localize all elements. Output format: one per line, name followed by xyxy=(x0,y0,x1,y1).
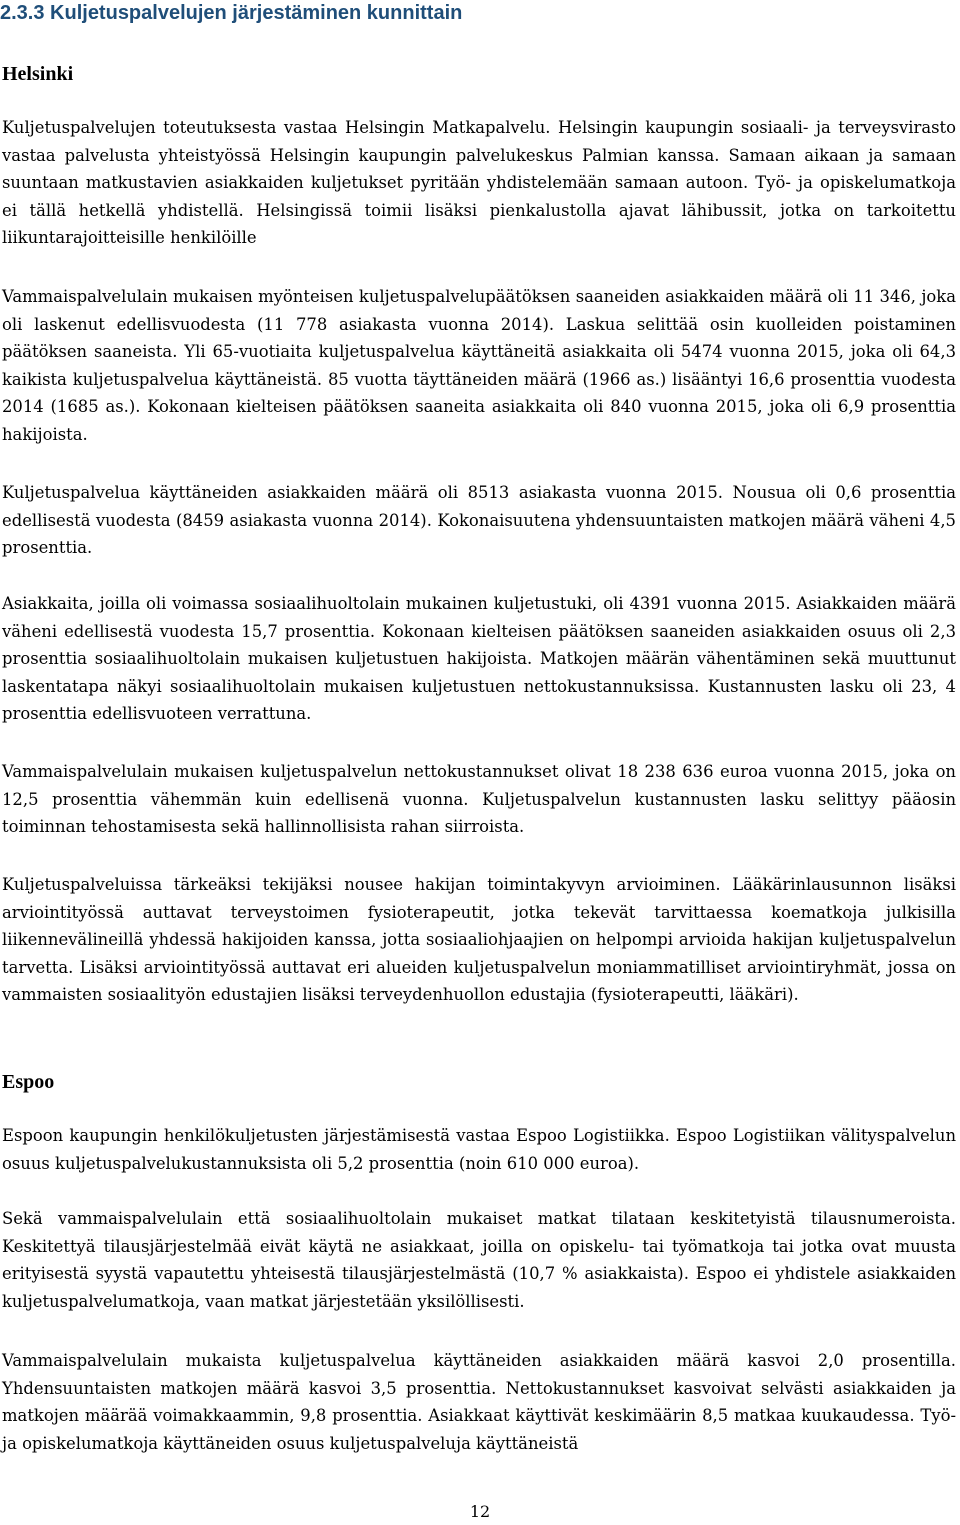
paragraph: Sekä vammaispalvelulain että sosiaalihuoltolain mukaiset matkat tilataan keskitetyistä tilausnumeroista. Keskitettyä tilausjärjestelmää eivät käytä ne asiakkaat, joilla on opiskelu- tai työmatkoja tai jotka ovat muusta erityisestä syystä vapautettu yhteisestä tilausjärjestelmästä (10,7 % asiakkaista). Espoo ei yhdistele asiakkaiden kuljetuspalvelumatkoja, vaan matkat järjestetään yksilöllisesti. xyxy=(2,1209,956,1311)
page-number: 12 xyxy=(469,1502,491,1521)
paragraph: Kuljetuspalvelujen toteutuksesta vastaa Helsingin Matkapalvelu. Helsingin kaupungin sosiaali- ja terveysvirasto vastaa palvelusta yhteistyössä Helsingin kaupungin palvelukeskus Palmian kanssa. Samaan aikaan ja samaan suuntaan matkustavien asiakkaiden kuljetukset pyritään yhdistelemään samaan autoon. Työ- ja opiskelumatkoja ei tällä hetkellä yhdistellä. Helsingissä toimii lisäksi pienkalustolla ajavat lähibussit, jotka on tarkoitettu liikuntarajoitteisille henkilöille xyxy=(2,118,956,248)
paragraph: Kuljetuspalveluissa tärkeäksi tekijäksi nousee hakijan toimintakyvyn arvioiminen. Lääkärinlausunnon lisäksi arviointityössä auttavat terveystoimen fysioterapeutit, jotka tekevät tarvittaessa koematkoja julkisilla liikennevälineillä yhdessä hakijoiden kanssa, jotta sosiaaliohjaajien on helpompi arvioida hakijan kuljetuspalvelun tarvetta. Lisäksi arviointityössä auttavat eri alueiden kuljetuspalvelun moniammatilliset arviointiryhmät, jossa on vammaisten sosiaalityön edustajien lisäksi terveydenhuollon edustajia (fysioterapeutti, lääkäri). xyxy=(2,875,956,1005)
paragraph: Espoon kaupungin henkilökuljetusten järjestämisestä vastaa Espoo Logistiikka. Espoo Logistiikan välityspalvelun osuus kuljetuspalvelukustannuksista oli 5,2 prosenttia (noin 610 000 euroa). xyxy=(2,1126,956,1173)
paragraph: Vammaispalvelulain mukaisen kuljetuspalvelun nettokustannukset olivat 18 238 636 euroa vuonna 2015, joka on 12,5 prosenttia vähemmän kuin edellisenä vuonna. Kuljetuspalvelun kustannusten lasku selittyy pääosin toiminnan tehostamisesta sekä hallinnollisista rahan siirroista. xyxy=(2,762,956,837)
city-heading-helsinki: Helsinki xyxy=(2,63,74,85)
paragraph: Vammaispalvelulain mukaista kuljetuspalvelua käyttäneiden asiakkaiden määrä kasvoi 2,0 prosentilla. Yhdensuuntaisten matkojen määrä kasvoi 3,5 prosenttia. Nettokustannukset kasvoivat selvästi asiakkaiden ja matkojen määrää voimakkaammin, 9,8 prosenttia. Asiakkaat käyttivät keskimäärin 8,5 matkaa kuukaudessa. Työ- ja opiskelumatkoja käyttäneiden osuus kuljetuspalveluja käyttäneistä xyxy=(2,1351,956,1453)
paragraph: Vammaispalvelulain mukaisen myönteisen kuljetuspalvelupäätöksen saaneiden asiakkaiden määrä oli 11 346, joka oli laskenut edellisvuodesta (11 778 asiakasta vuonna 2014). Laskua selittää osin kuolleiden poistaminen päätöksen saaneista. Yli 65-vuotiaita kuljetuspalvelua käyttäneitä asiakkaita oli 5474 vuonna 2015, joka oli 64,3 kaikista kuljetuspalvelua käyttäneistä. 85 vuotta täyttäneiden määrä (1966 as.) lisääntyi 16,6 prosenttia vuodesta 2014 (1685 as.). Kokonaan kielteisen päätöksen saaneita asiakkaita oli 840 vuonna 2015, joka oli 6,9 prosenttia hakijoista. xyxy=(2,287,956,444)
paragraph: Asiakkaita, joilla oli voimassa sosiaalihuoltolain mukainen kuljetustuki, oli 4391 vuonna 2015. Asiakkaiden määrä väheni edellisestä vuodesta 15,7 prosenttia. Kokonaan kielteisen päätöksen saaneiden asiakkaiden osuus oli 2,3 prosenttia sosiaalihuoltolain mukaisen kuljetustuen hakijoista. Matkojen määrän vähentäminen sekä muuttunut laskentatapa näkyi sosiaalihuoltolain mukaisen kuljetustuen nettokustannuksissa. Kustannusten lasku oli 23, 4 prosenttia edellisvuoteen verrattuna. xyxy=(2,594,956,724)
section-heading: 2.3.3 Kuljetuspalvelujen järjestäminen kunnittain xyxy=(0,2,463,24)
paragraph: Kuljetuspalvelua käyttäneiden asiakkaiden määrä oli 8513 asiakasta vuonna 2015. Nousua oli 0,6 prosenttia edellisestä vuodesta (8459 asiakasta vuonna 2014). Kokonaisuutena yhdensuuntaisten matkojen määrä väheni 4,5 prosenttia. xyxy=(2,483,956,558)
city-heading-espoo: Espoo xyxy=(2,1071,55,1093)
